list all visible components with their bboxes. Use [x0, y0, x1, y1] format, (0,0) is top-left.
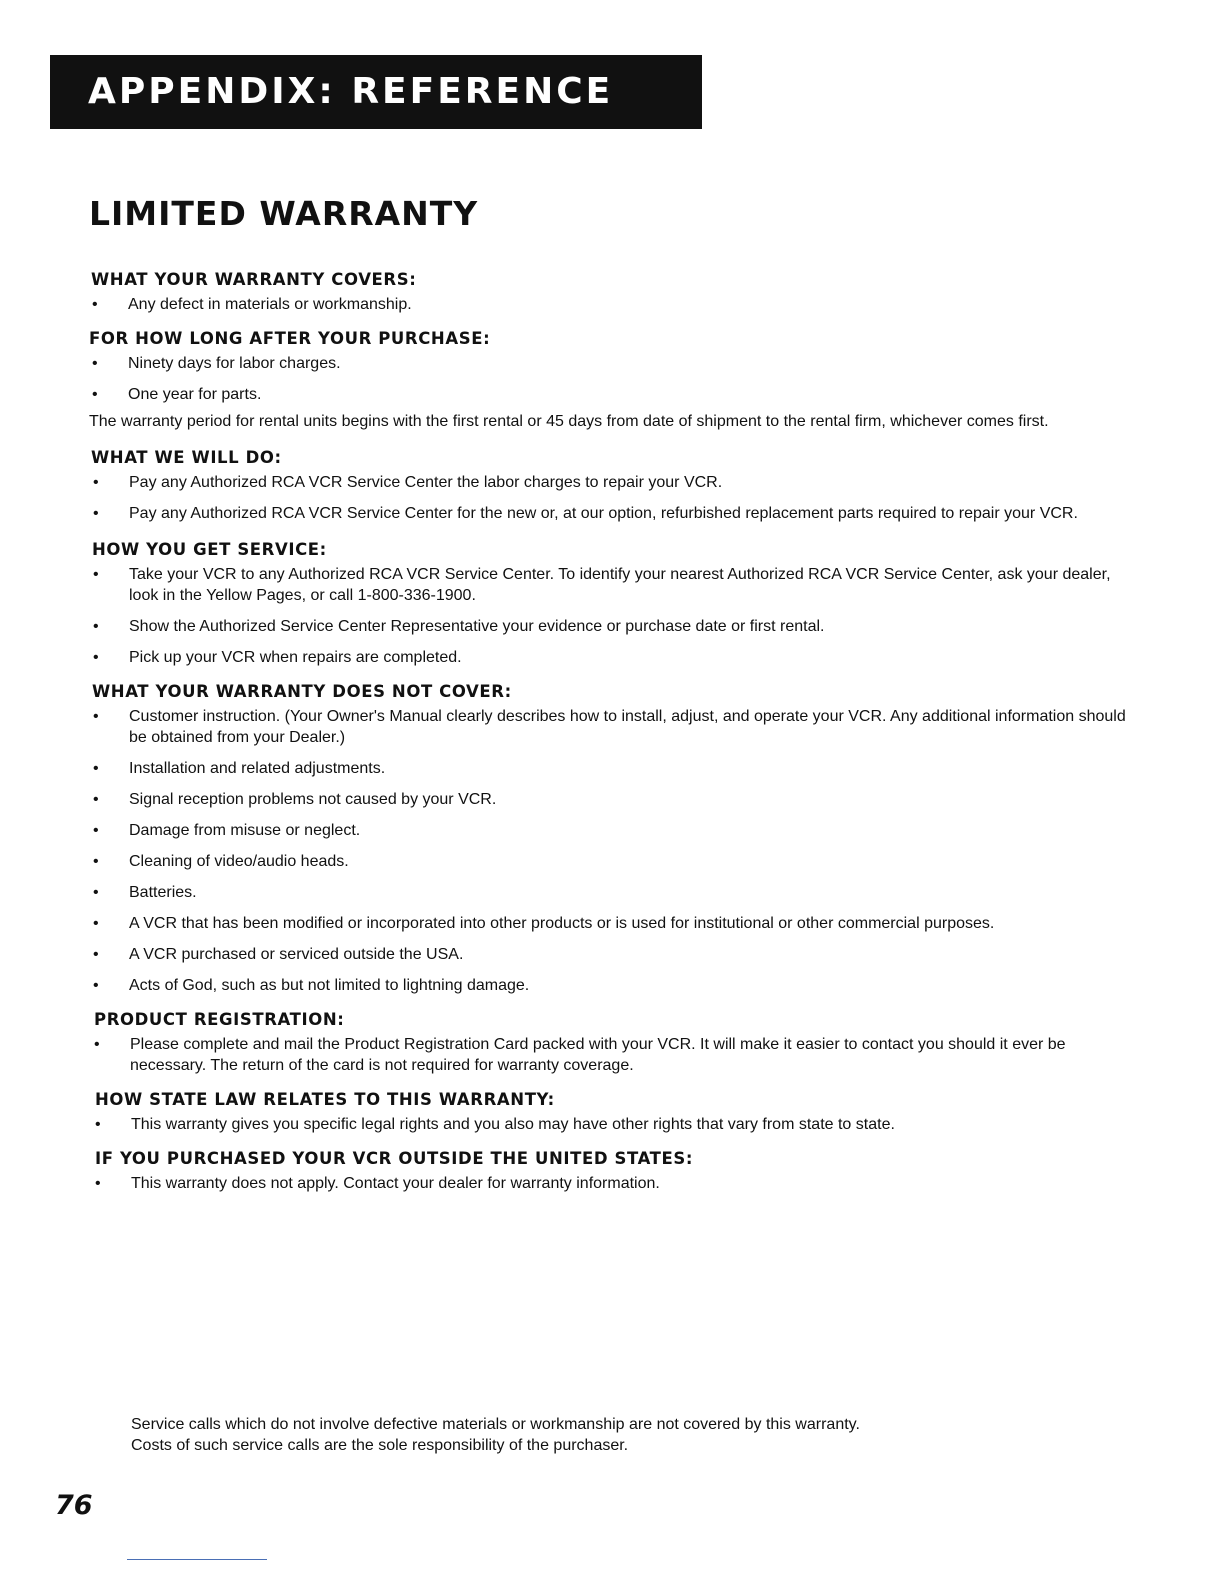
list-item: • This warranty gives you specific legal rights and you also may have other rights that vary from state to state.: [95, 1114, 1139, 1135]
section-registration: [89, 1010, 1139, 1076]
list-item: • Pay any Authorized RCA VCR Service Center for the new or, at our option, refurbished replacement parts required to repair your VCR.: [93, 503, 1139, 524]
list-item: • Installation and related adjustments.: [93, 758, 1139, 779]
section-what-we-do: [89, 448, 1139, 524]
bullet-list: [89, 706, 1139, 996]
bullet-list: [89, 1173, 1139, 1194]
section-heading: HOW STATE LAW RELATES TO THIS WARRANTY:: [95, 1090, 555, 1109]
list-item: • Pay any Authorized RCA VCR Service Center the labor charges to repair your VCR.: [93, 472, 1139, 493]
rental-note: The warranty period for rental units begins with the first rental or 45 days from date of shipment to the rental firm, whichever comes first.: [89, 413, 1049, 430]
bullet-list: [89, 564, 1139, 668]
section-get-service: [89, 540, 1139, 668]
list-item: • Take your VCR to any Authorized RCA VCR Service Center. To identify your nearest Authorized RCA VCR Service Center, ask your dealer, look in the Yellow Pages, or call 1-800-336-1900.: [93, 564, 1139, 606]
section-outside-us: [89, 1149, 1139, 1194]
list-item: • Batteries.: [93, 882, 1139, 903]
section-heading: HOW YOU GET SERVICE:: [92, 540, 327, 559]
list-item: • Show the Authorized Service Center Representative your evidence or purchase date or first rental.: [93, 616, 1139, 637]
section-banner: APPENDIX: REFERENCE: [50, 55, 702, 129]
bullet-list: [89, 1114, 1139, 1135]
list-item: • Signal reception problems not caused by your VCR.: [93, 789, 1139, 810]
section-heading: WHAT YOUR WARRANTY DOES NOT COVER:: [92, 682, 512, 701]
page-title: LIMITED WARRANTY: [89, 194, 479, 233]
closing-line: Costs of such service calls are the sole responsibility of the purchaser.: [131, 1437, 629, 1454]
list-item: • Please complete and mail the Product Registration Card packed with your VCR. It will make it easier to contact you should it ever be necessary. The return of the card is not required for warranty coverage.: [94, 1034, 1139, 1076]
section-heading: FOR HOW LONG AFTER YOUR PURCHASE:: [89, 329, 491, 348]
closing-line: Service calls which do not involve defective materials or workmanship are not covered by this warranty.: [131, 1416, 860, 1433]
closing-statement: [131, 1414, 1091, 1456]
list-item: • Pick up your VCR when repairs are completed.: [93, 647, 1139, 668]
list-item: • Acts of God, such as but not limited to lightning damage.: [93, 975, 1139, 996]
section-heading: WHAT WE WILL DO:: [91, 448, 282, 467]
section-heading: IF YOU PURCHASED YOUR VCR OUTSIDE THE UNITED STATES:: [95, 1149, 694, 1168]
list-item: • Damage from misuse or neglect.: [93, 820, 1139, 841]
section-not-covered: [89, 682, 1139, 996]
section-heading: WHAT YOUR WARRANTY COVERS:: [91, 270, 417, 289]
list-item: • A VCR purchased or serviced outside the USA.: [93, 944, 1139, 965]
list-item: • A VCR that has been modified or incorporated into other products or is used for institutional or other commercial purposes.: [93, 913, 1139, 934]
section-heading: PRODUCT REGISTRATION:: [94, 1010, 345, 1029]
bullet-list: [89, 294, 1139, 315]
list-item: • Any defect in materials or workmanship.: [92, 294, 1139, 315]
list-item: • This warranty does not apply. Contact your dealer for warranty information.: [95, 1173, 1139, 1194]
bullet-list: [89, 1034, 1139, 1076]
bullet-list: [89, 472, 1139, 524]
list-item: • One year for parts.: [92, 384, 1139, 405]
footer-rule: [127, 1559, 267, 1560]
list-item: • Customer instruction. (Your Owner's Manual clearly describes how to install, adjust, and operate your VCR. Any additional information should be obtained from your Dealer.): [93, 706, 1139, 748]
list-item: • Ninety days for labor charges.: [92, 353, 1139, 374]
section-state-law: [89, 1090, 1139, 1135]
bullet-list: [89, 353, 1139, 405]
page-number: 76: [55, 1490, 93, 1521]
section-covers: [89, 270, 1139, 315]
warranty-content: [89, 270, 1139, 1204]
section-duration: [89, 329, 1139, 432]
list-item: • Cleaning of video/audio heads.: [93, 851, 1139, 872]
